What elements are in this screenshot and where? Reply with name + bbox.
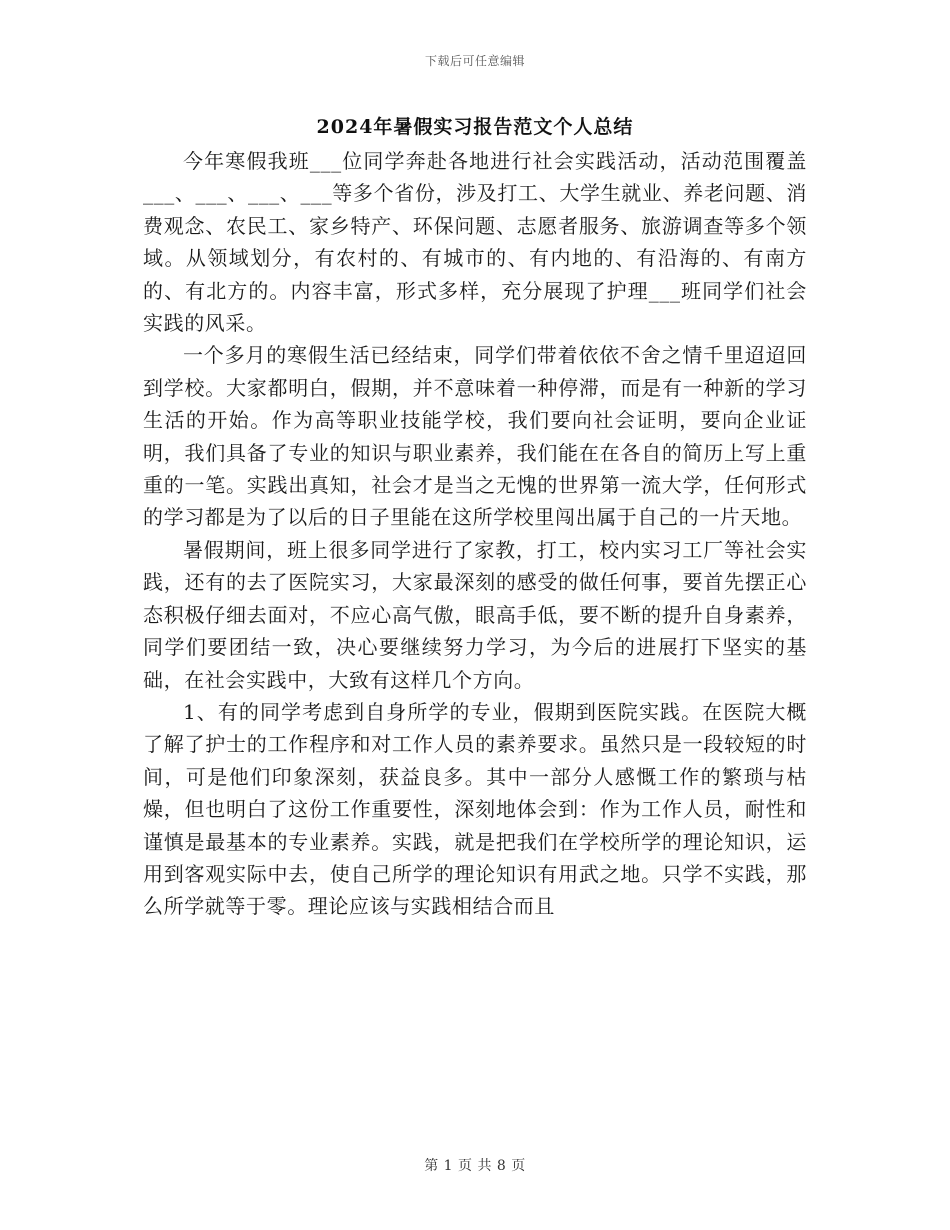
document-body — [143, 145, 807, 923]
page-number: 第 1 页 共 8 页 — [424, 1158, 526, 1174]
paragraph-4: 1、有的同学考虑到自身所学的专业，假期到医院实践。在医院大概了解了护士的工作程序和对工作人员的素养要求。虽然只是一段较短的时间，可是他们印象深刻，获益良多。其中一部分人感慨工作的繁琐与枯燥，但也明白了这份工作重要性，深刻地体会到：作为工作人员，耐性和谨慎是最基本的专业素养。实践，就是把我们在学校所学的理论知识，运用到客观实际中去，使自己所学的理论知识有用武之地。只学不实践，那么所学就等于零。理论应该与实践相结合而且 — [143, 699, 807, 919]
paragraph-2: 一个多月的寒假生活已经结束，同学们带着依依不舍之情千里迢迢回到学校。大家都明白，假期，并不意味着一种停滞，而是有一种新的学习生活的开始。作为高等职业技能学校，我们要向社会证明，要向企业证明，我们具备了专业的知识与职业素养，我们能在在各自的简历上写上重重的一笔。实践出真知，社会才是当之无愧的世界第一流大学，任何形式的学习都是为了以后的日子里能在这所学校里闯出属于自己的一片天地。 — [143, 343, 807, 530]
paragraph-1: 今年寒假我班___位同学奔赴各地进行社会实践活动，活动范围覆盖___、___、___、___等多个省份，涉及打工、大学生就业、养老问题、消费观念、农民工、家乡特产、环保问题、志愿者服务、旅游调查等多个领域。从领域划分，有农村的、有城市的、有内地的、有沿海的、有南方的、有北方的。内容丰富，形式多样，充分展现了护理___班同学们社会实践的风采。 — [143, 149, 807, 336]
header-note: 下载后可任意编辑 — [424, 54, 525, 68]
document-title: 2024年暑假实习报告范文个人总结 — [316, 116, 634, 138]
paragraph-3: 暑假期间，班上很多同学进行了家教，打工，校内实习工厂等社会实践，还有的去了医院实习，大家最深刻的感受的做任何事，要首先摆正心态积极仔细去面对，不应心高气傲，眼高手低，要不断的提升自身素养，同学们要团结一致，决心要继续努力学习，为今后的进展打下坚实的基础，在社会实践中，大致有这样几个方向。 — [143, 537, 807, 692]
